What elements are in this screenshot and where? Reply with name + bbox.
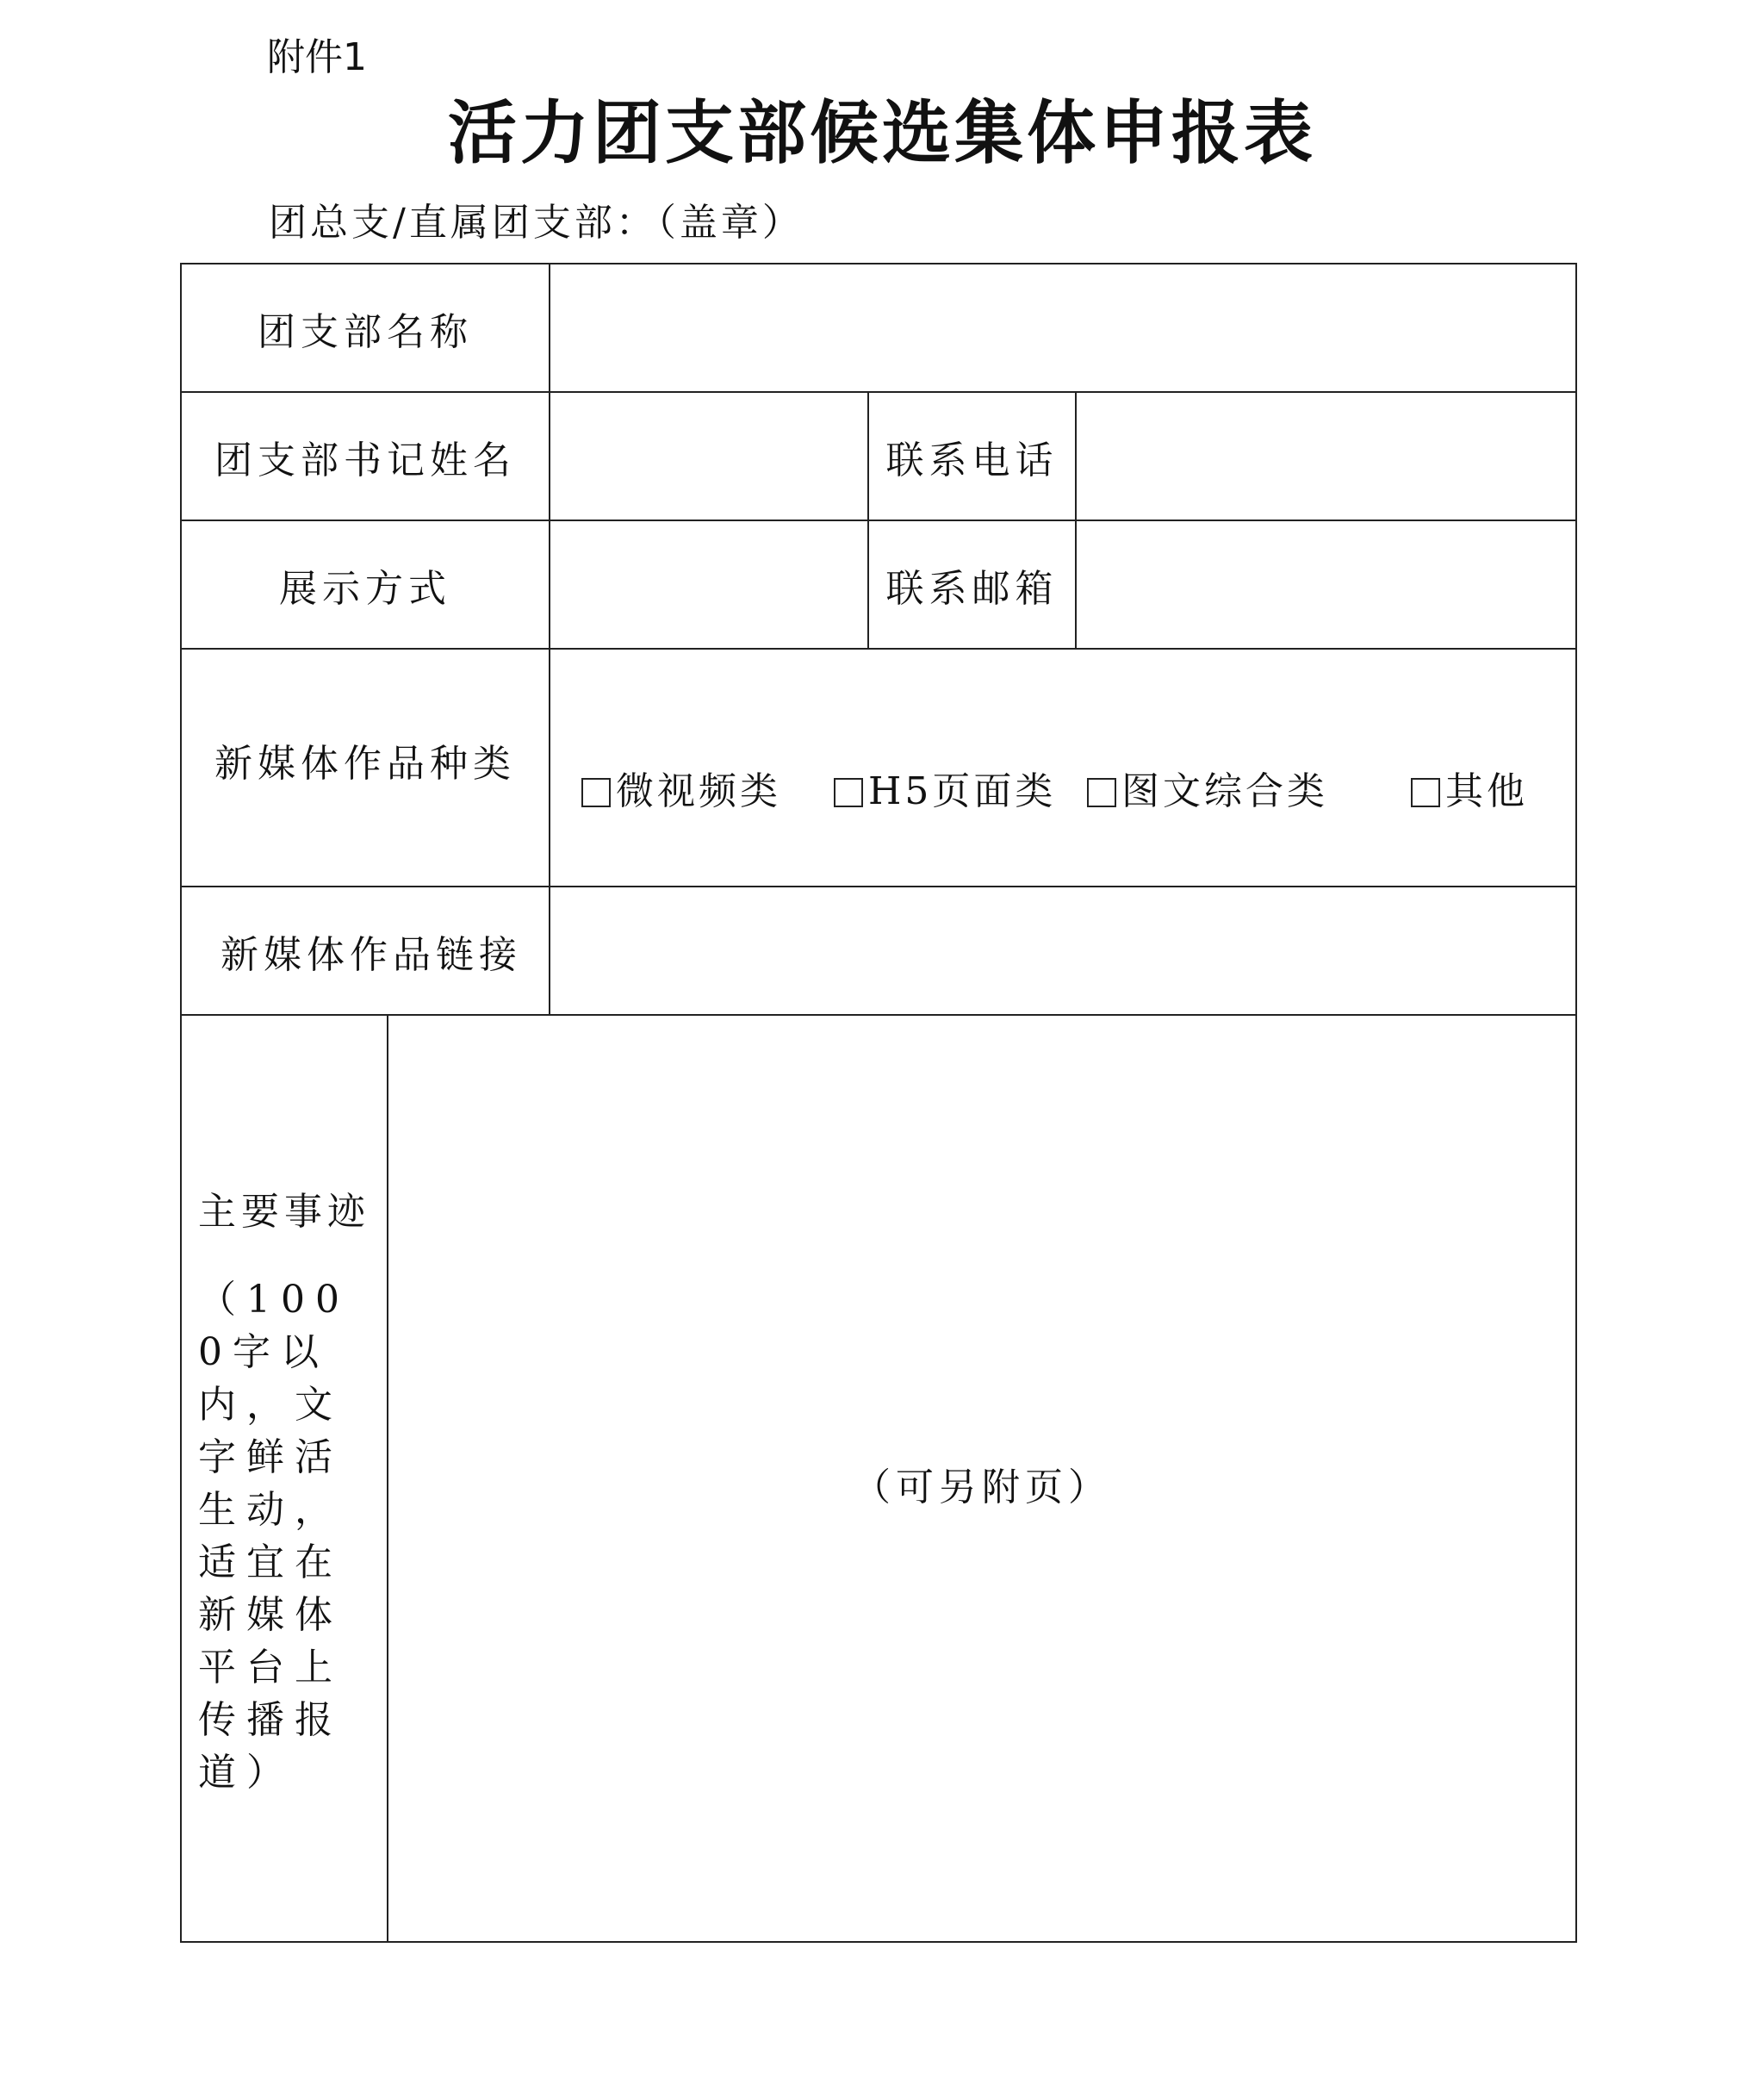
work-type-label: 新媒体作品种类 [214, 742, 516, 786]
deeds-label-block [198, 1180, 383, 1799]
branch-name-field[interactable] [550, 264, 1575, 391]
work-link-field[interactable] [550, 887, 1575, 1014]
checkbox-icon[interactable] [581, 778, 611, 807]
phone-label: 联系电话 [885, 438, 1059, 482]
form-title: 活力团支部候选集体申报表 [448, 92, 1316, 173]
secretary-name-field[interactable] [550, 393, 867, 520]
checkbox-icon[interactable] [1087, 778, 1116, 807]
checkbox-icon[interactable] [834, 778, 863, 807]
option-label: 微视频类 [616, 769, 781, 813]
email-label: 联系邮箱 [885, 566, 1059, 611]
phone-field[interactable] [1077, 393, 1575, 520]
checkbox-icon[interactable] [1411, 778, 1440, 807]
attach-page-note: （可另附页） [853, 1465, 1111, 1509]
option-h5-page[interactable] [834, 760, 1056, 815]
option-label: 图文综合类 [1121, 769, 1328, 813]
display-mode-label: 展示方式 [279, 566, 451, 611]
option-image-text[interactable] [1087, 760, 1328, 815]
deeds-label: 主要事迹 [198, 1190, 370, 1234]
row-divider [180, 1014, 1577, 1016]
secretary-name-label: 团支部书记姓名 [214, 438, 516, 482]
option-label: 其他 [1445, 769, 1528, 813]
option-other[interactable] [1411, 760, 1528, 815]
option-micro-video[interactable] [581, 760, 781, 815]
branch-name-label: 团支部名称 [258, 309, 473, 354]
display-mode-field[interactable] [550, 521, 867, 648]
work-link-label: 新媒体作品链接 [220, 932, 522, 977]
email-field[interactable] [1077, 521, 1575, 648]
org-stamp-line: 团总支/直属团支部：（盖章） [269, 201, 804, 245]
attachment-label: 附件1 [267, 35, 367, 79]
deeds-note: （1000字以内，文字鲜活生动，适宜在新媒体平台上传播报道） [198, 1278, 350, 1795]
option-label: H5页面类 [868, 769, 1057, 813]
